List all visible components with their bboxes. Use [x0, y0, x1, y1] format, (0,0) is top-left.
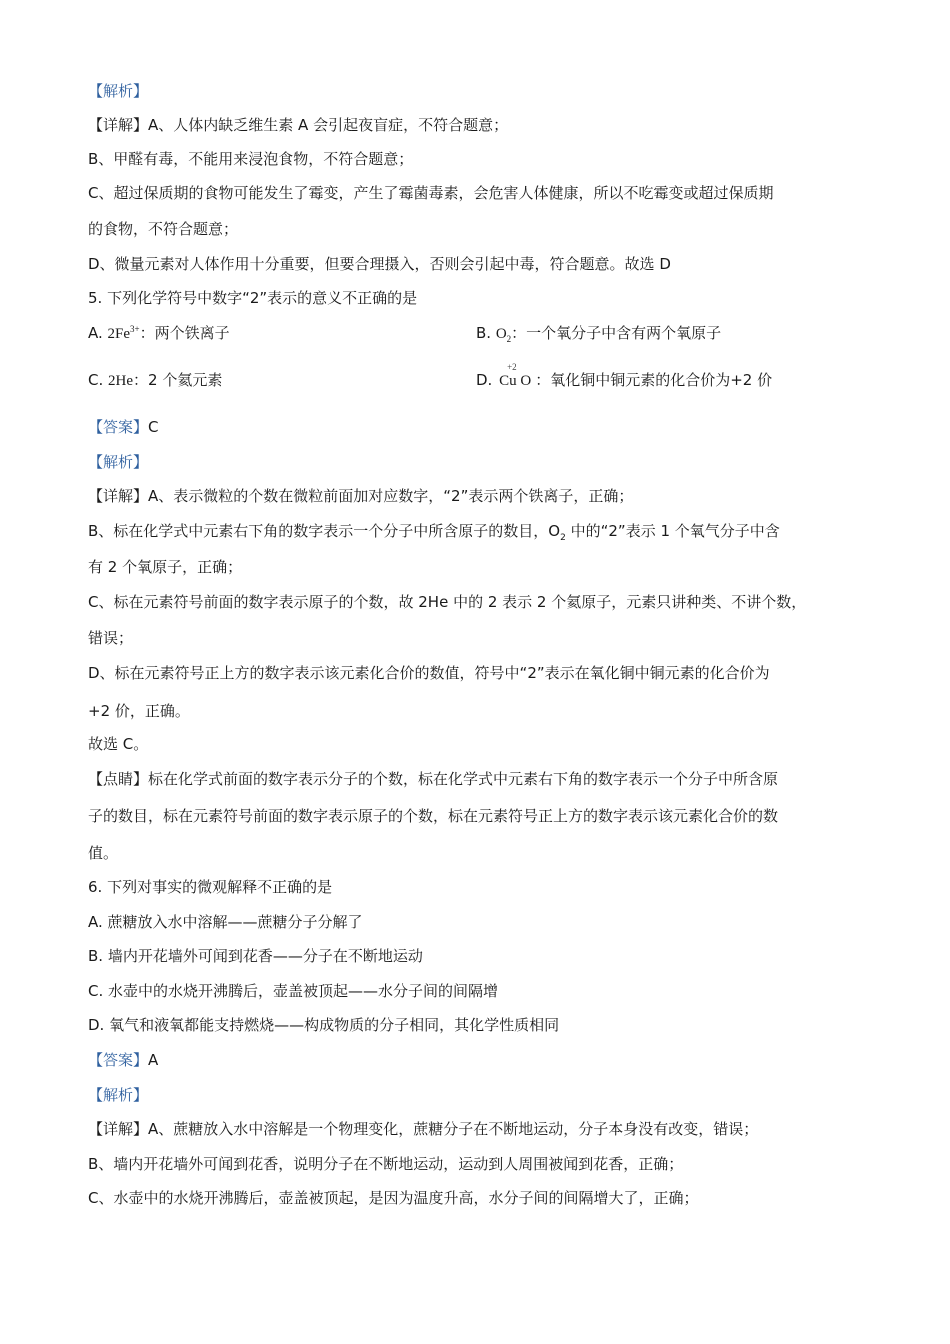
cuo-formula: +2 Cu O: [499, 362, 532, 389]
q5-option-d: D. +2 Cu O ：氧化铜中铜元素的化合价为+2 价: [476, 362, 773, 389]
detail-line: B、墙内开花墙外可闻到花香，说明分子在不断地运动，运动到人周围被闻到花香，正确；: [88, 1155, 684, 1173]
detail-label: 【详解】: [88, 487, 149, 505]
conclusion-line: 故选 C。: [88, 735, 149, 753]
analysis-label: 【解析】: [88, 1086, 149, 1104]
detail-line: B、甲醛有毒，不能用来浸泡食物，不符合题意；: [88, 150, 414, 168]
detail-line: 【详解】A、表示微粒的个数在微粒前面加对应数字，“2”表示两个铁离子，正确；: [88, 487, 634, 505]
detail-line: 的食物，不符合题意；: [88, 220, 239, 238]
tip-label: 【点睛】: [88, 770, 149, 788]
detail-line: C、超过保质期的食物可能发生了霉变，产生了霉菌毒素，会危害人体健康，所以不吃霉变或超过保质期: [88, 184, 774, 202]
q6-option-b: B. 墙内开花墙外可闻到花香——分子在不断地运动: [88, 947, 423, 965]
answer-value: A: [148, 1051, 159, 1069]
tip-line: 子的数目，标在元素符号前面的数字表示原子的个数，标在元素符号正上方的数字表示该元素化合价的数: [88, 807, 779, 825]
detail-line: +2 价，正确。: [88, 702, 190, 720]
detail-line: 有 2 个氧原子，正确；: [88, 558, 243, 576]
detail-label: 【详解】: [88, 1120, 149, 1138]
detail-line: D、标在元素符号正上方的数字表示该元素化合价的数值，符号中“2”表示在氧化铜中铜元素的化合价为: [88, 664, 770, 682]
q6-option-a: A. 蔗糖放入水中溶解——蔗糖分子分解了: [88, 913, 363, 931]
question-5-stem: 5. 下列化学符号中数字“2”表示的意义不正确的是: [88, 289, 418, 307]
detail-line: B、标在化学式中元素右下角的数字表示一个分子中所含原子的数目，$O_2$ 中的“2”表示 1 个氧气分子中含: [88, 522, 780, 543]
answer-line: [88, 1050, 158, 1070]
answer-value: C: [148, 418, 159, 436]
detail-line: 错误；: [88, 629, 134, 647]
q5-option-a: A. $2Fe^{3+}$：两个铁离子: [88, 324, 230, 342]
answer-label: 【答案】: [88, 1051, 149, 1069]
q5-option-c: C. 2He：2 个氦元素: [88, 371, 223, 389]
q5-option-b: B. $O_2$：一个氧分子中含有两个氧原子: [476, 324, 722, 344]
answer-line: [88, 417, 159, 437]
detail-line: C、标在元素符号前面的数字表示原子的个数，故 2He 中的 2 表示 2 个氦原子，元素只讲种类、不讲个数，: [88, 593, 807, 611]
analysis-label: 【解析】: [88, 453, 149, 471]
answer-label: 【答案】: [88, 418, 149, 436]
detail-line: 【详解】A、蔗糖放入水中溶解是一个物理变化，蔗糖分子在不断地运动，分子本身没有改变，错误；: [88, 1120, 759, 1138]
tip-line: 【点睛】标在化学式前面的数字表示分子的个数，标在化学式中元素右下角的数字表示一个分子中所含原: [88, 770, 779, 788]
question-6-stem: 6. 下列对事实的微观解释不正确的是: [88, 878, 333, 896]
tip-line: 值。: [88, 844, 119, 862]
detail-label: 【详解】: [88, 116, 149, 134]
analysis-label: 【解析】: [88, 82, 149, 100]
detail-line: D、微量元素对人体作用十分重要，但要合理摄入，否则会引起中毒，符合题意。故选 D: [88, 255, 671, 273]
detail-line: C、水壶中的水烧开沸腾后，壶盖被顶起，是因为温度升高，水分子间的间隔增大了，正确；: [88, 1189, 699, 1207]
q6-option-d: D. 氧气和液氧都能支持燃烧——构成物质的分子相同，其化学性质相同: [88, 1016, 560, 1034]
q6-option-c: C. 水壶中的水烧开沸腾后，壶盖被顶起——水分子间的间隔增: [88, 982, 499, 1000]
detail-line: 【详解】A、人体内缺乏维生素 A 会引起夜盲症，不符合题意；: [88, 116, 509, 134]
